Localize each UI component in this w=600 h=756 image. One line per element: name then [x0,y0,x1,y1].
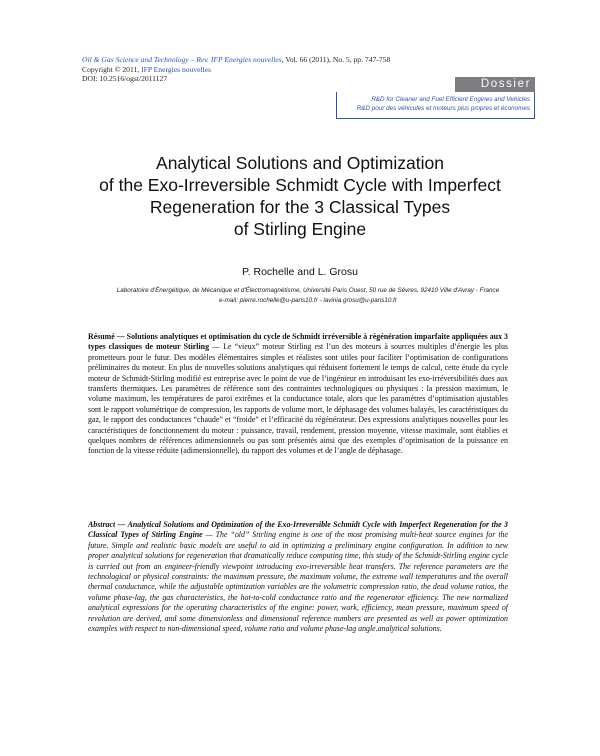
title-line-3: Regeneration for the 3 Classical Types [149,197,451,217]
abstract-lead: Abstract — Analytical Solutions and Optimization of the Exo-Irreversible Schmidt Cycle with Imperfect Regeneration for the 3 Classical Types of Stirling Engine [88,520,508,540]
title-line-4: of Stirling Engine [233,219,367,239]
journal-name[interactable]: Oil & Gas Science and Technology – Rev. IFP Energies nouvelles [82,55,282,64]
dossier-topic-box [336,92,535,119]
copyright-holder[interactable]: IFP Energies nouvelles [141,64,212,74]
abstract-english [88,520,508,634]
dossier-badge: Dossier [455,77,535,92]
resume-body: — Le “vieux” moteur Stirling est l’un des moteurs à sources multiples d’énergie les plus prometteurs pour le futur. Des modèles élémentaires simples et réalistes sont utiles pour faciliter l’optimisation de configurations préliminaires du moteur. En plus de nouvelles solutions analytiques qui réduisent fortement le temps de calcul, cette étude du cycle moteur de Schmidt-Stirling modifié est entreprise avec le point de vue de l’ingénieur en introduisant les exo-irréversibilités dues aux transferts thermiques. Les paramètres de référence sont des contraintes technologiques ou physiques : la pression maximum, le volume maximum, les températures de paroi extrêmes et la conductance totale, alors que les paramètres d’optimisation ajustables sont le rapport volumétrique de compression, les rapports de volume mort, le déphasage des volumes balayés, les caractéristiques du gaz, le rapport des conductances “chaude” et “froide” et l’efficacité du régénérateur. Des expressions analytiques nouvelles pour les caractéristiques de fonctionnement du moteur : puissance, travail, rendement, pression moyenne, vitesse maximale, sont établies et quelques nombres de références adimensionnels ou pas sont présentés ainsi que des exemples d’optimisation de la puissance en fonction de la vitesse réduite (adimensionnelle), du rapport des volumes et de l’angle de déphasage. [88,342,508,456]
dossier-topic-fr: R&D pour des véhicules et moteurs plus propres et économes [356,105,530,112]
copyright-prefix: Copyright © 2011, [82,64,142,74]
doi: DOI: 10.2516/ogst/2011127 [82,74,168,84]
title-line-2: of the Exo-Irreversible Schmidt Cycle with Imperfect [99,175,501,195]
authors: P. Rochelle and L. Grosu [242,266,358,278]
abstract-body: — The “old” Stirling engine is one of the most promising multi-heat source engines for the future. Simple and realistic basic models are useful to aid in optimizing a preliminary engine configuration. In addition to new proper analytical solutions for regeneration that dramatically reduce computing time, this study of the Schmidt-Stirling engine cycle is carried out from an engineer-friendly viewpoint introducing exo-irreversible heat transfers. The reference parameters are the technological or physical constraints: the maximum pressure, the maximum volume, the extreme wall temperatures and the overall thermal conductance, while the adjustable optimization variables are the volumetric compression ratio, the dead volume ratios, the volume phase-lag, the gas characteristics, the hot-to-cold conductance ratio and the regenerator efficiency. The new normalized analytical expressions for the operating characteristics of the engine: power, work, efficiency, mean pressure, maximum speed of revolution are derived, and some dimensionless and dimensional reference numbers are presented as well as power optimization examples with respect to non-dimensional speed, volume ratio and volume phase-lag angle.analytical solutions. [88,530,508,634]
volume-pages: , Vol. 66 (2011), No. 5, pp. 747-758 [281,55,391,64]
dossier-topic-en: R&D for Cleaner and Fuel Efficient Engines and Vehicles [371,96,530,103]
affiliation-address: Laboratoire d'Énergétique, de Mécanique et d'Électromagnétisme, Université Paris Ouest, 50 rue de Sèvres, 92410 Ville d'Avray - France [116,287,500,294]
affiliation-email[interactable]: e-mail: pierre.rochelle@u-paris10.fr - lavinia.grosu@u-paris10.fr [219,296,397,304]
copyright-line [82,65,462,75]
affiliation [88,286,528,305]
resume-lead: Résumé — Solutions analytiques et optimisation du cycle de Schmidt irréversible à régénération imparfaite appliquées aux 3 types classiques de moteur Stirling [88,332,508,352]
paper-title [60,152,540,240]
title-line-1: Analytical Solutions and Optimization [156,153,444,173]
journal-citation [82,55,462,65]
resume-french [88,332,508,457]
journal-header [82,55,462,84]
